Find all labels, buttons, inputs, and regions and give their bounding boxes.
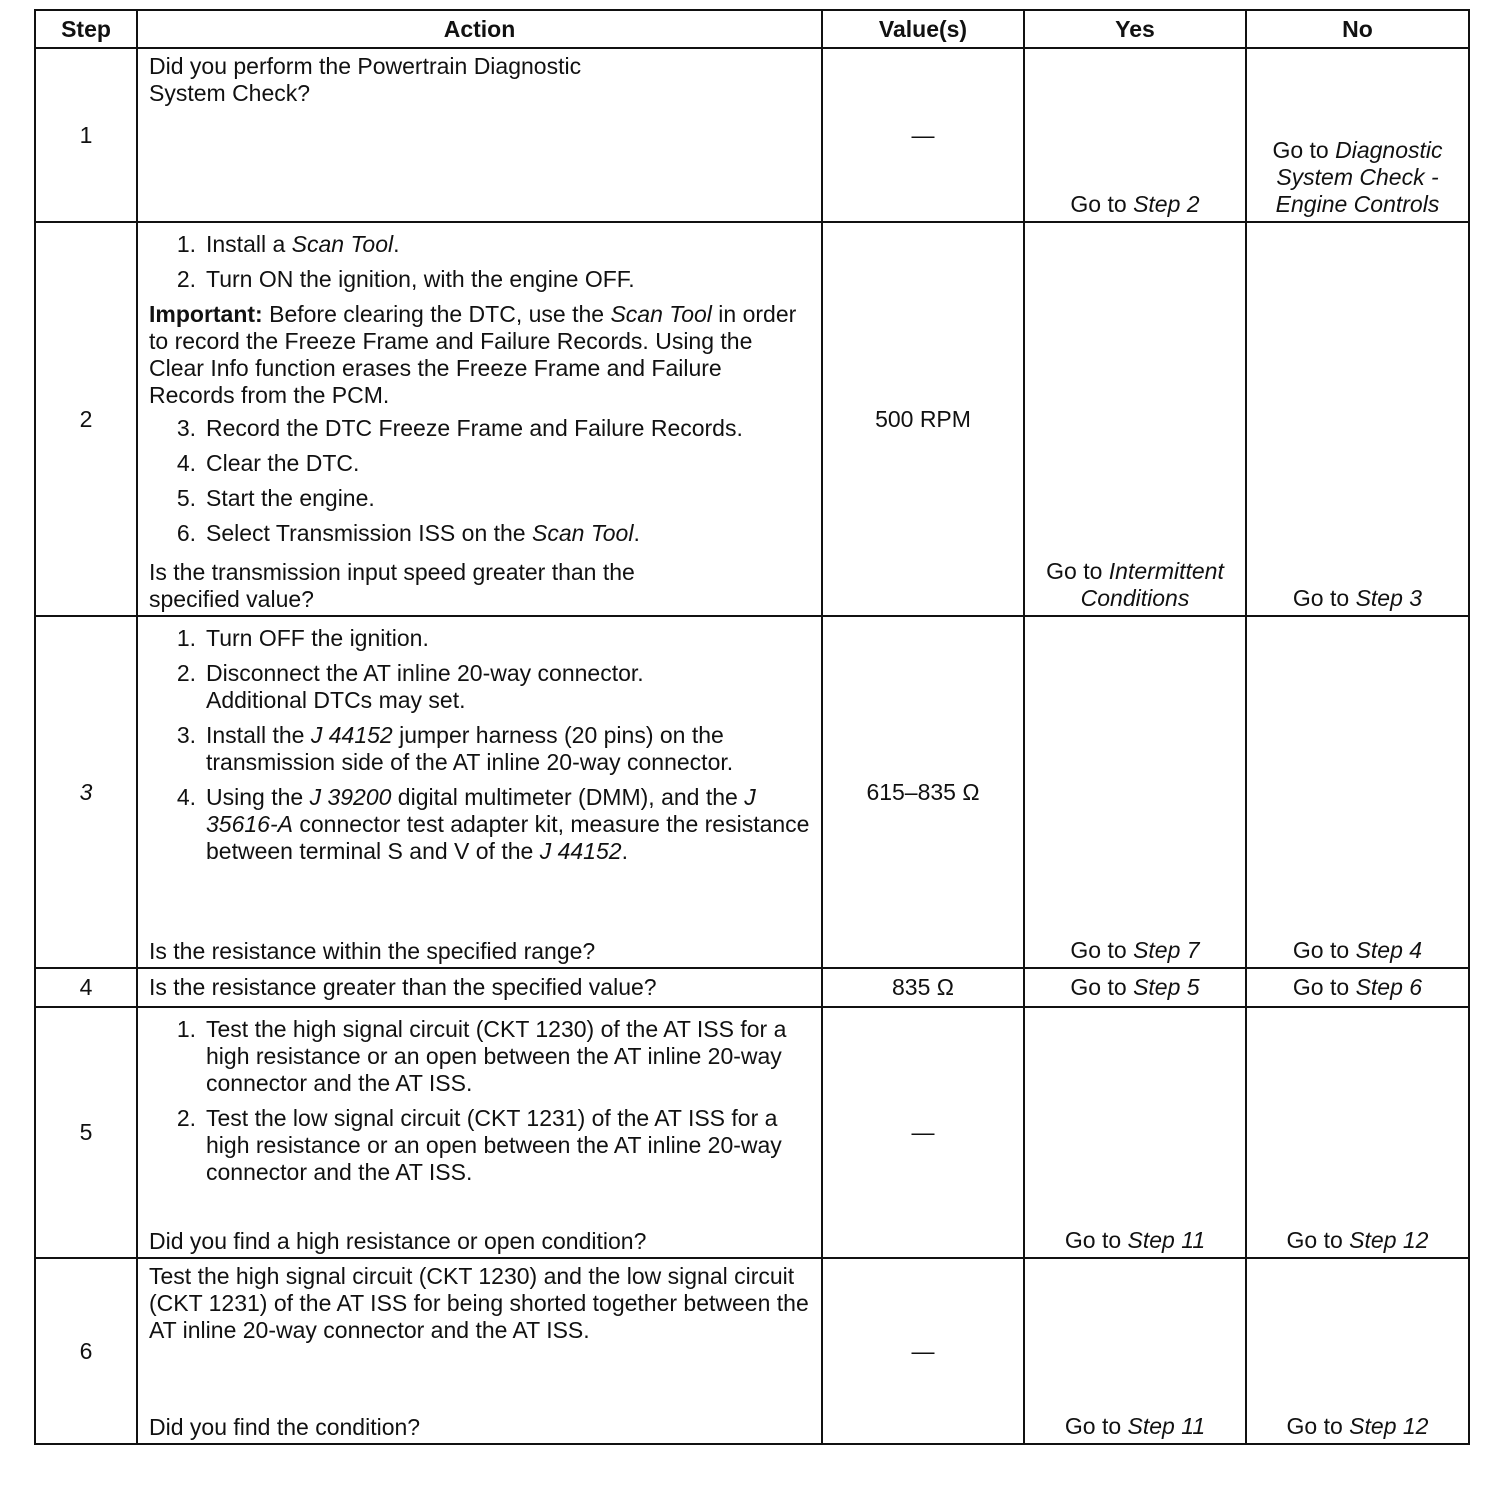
question-text: Did you find a high resistance or open condition?	[149, 1228, 647, 1254]
question-text: Is the resistance within the specified range?	[149, 938, 596, 964]
table-row	[35, 968, 1469, 1007]
list-item: 1. Install a Scan Tool.	[176, 231, 400, 257]
header-yes: Yes	[1024, 10, 1246, 48]
value-cell: 615–835 Ω	[822, 616, 1024, 968]
no-cell	[1246, 1007, 1469, 1258]
no-link[interactable]: Go to Step 3	[1292, 585, 1423, 611]
yes-cell	[1024, 1007, 1246, 1258]
list-item: 3. Install the J 44152 jumper harness (20 pins) on the transmission side of the AT inline 20-way connector.	[176, 722, 734, 775]
value-cell: —	[822, 1258, 1024, 1444]
no-link[interactable]: Go to Step 12	[1286, 1413, 1429, 1439]
value-cell: —	[822, 1007, 1024, 1258]
step-number: 3	[35, 616, 137, 968]
header-no: No	[1246, 10, 1469, 48]
yes-cell	[1024, 48, 1246, 222]
list-item: 1. Turn OFF the ignition.	[176, 625, 429, 651]
list-item: 6. Select Transmission ISS on the Scan Tool.	[176, 520, 640, 546]
header-values: Value(s)	[822, 10, 1024, 48]
value-cell: 500 RPM	[822, 222, 1024, 616]
list-item: 4. Clear the DTC.	[176, 450, 360, 476]
yes-cell	[1024, 222, 1246, 616]
no-link[interactable]: Go to Step 12	[1286, 1227, 1429, 1253]
question-text: Did you perform the Powertrain Diagnostic System Check?	[149, 53, 582, 106]
step-number: 2	[35, 222, 137, 616]
table-row	[35, 222, 1469, 616]
header-action: Action	[137, 10, 822, 48]
action-cell	[137, 222, 822, 616]
table-row	[35, 1007, 1469, 1258]
list-item: 2. Test the low signal circuit (CKT 1231) of the AT ISS for a high resistance or an open between the AT inline 20-way connector and the AT ISS.	[176, 1105, 782, 1185]
table-row	[35, 1258, 1469, 1444]
no-link[interactable]: Go to Step 4	[1292, 937, 1423, 963]
yes-link[interactable]: Go to Step 2	[1070, 191, 1200, 217]
table-row	[35, 48, 1469, 222]
action-cell	[137, 968, 822, 1007]
no-cell	[1246, 616, 1469, 968]
step-number: 1	[35, 48, 137, 222]
yes-link[interactable]: Go to Step 11	[1064, 1413, 1206, 1439]
yes-cell	[1024, 1258, 1246, 1444]
value-cell: —	[822, 48, 1024, 222]
action-cell	[137, 48, 822, 222]
no-link[interactable]: Go to Diagnostic System Check - Engine Controls	[1272, 137, 1443, 217]
list-item: 5. Start the engine.	[176, 485, 375, 511]
question-text: Did you find the condition?	[149, 1414, 421, 1440]
table-row	[35, 616, 1469, 968]
action-text: Test the high signal circuit (CKT 1230) and the low signal circuit (CKT 1231) of the AT ISS for being shorted together between the AT inline 20-way connector and the AT ISS.	[149, 1263, 809, 1343]
no-cell	[1246, 222, 1469, 616]
yes-cell	[1024, 616, 1246, 968]
yes-link[interactable]: Go to Intermittent Conditions	[1046, 558, 1224, 611]
value-cell: 835 Ω	[822, 968, 1024, 1007]
header-step: Step	[35, 10, 137, 48]
important-note: Important: Before clearing the DTC, use the Scan Tool in order to record the Freeze Frame and Failure Records. Using the Clear Info function erases the Freeze Frame and Failure Records from the PCM.	[149, 301, 797, 408]
action-cell	[137, 1258, 822, 1444]
no-cell	[1246, 1258, 1469, 1444]
yes-link[interactable]: Go to Step 5	[1024, 968, 1246, 1007]
list-item: 3. Record the DTC Freeze Frame and Failure Records.	[176, 415, 743, 441]
list-item: 4. Using the J 39200 digital multimeter (DMM), and the J 35616-A connector test adapter kit, measure the resistance between terminal S and V of the J 44152.	[176, 784, 810, 864]
list-item: 1. Test the high signal circuit (CKT 1230) of the AT ISS for a high resistance or an open between the AT inline 20-way connector and the AT ISS.	[176, 1016, 787, 1096]
header-row	[35, 10, 1469, 48]
action-cell	[137, 616, 822, 968]
yes-link[interactable]: Go to Step 11	[1064, 1227, 1206, 1253]
step-number: 4	[35, 968, 137, 1007]
question-text: Is the transmission input speed greater than the specified value?	[149, 559, 635, 612]
question-text: Is the resistance greater than the specified value?	[149, 974, 657, 1000]
no-cell	[1246, 48, 1469, 222]
diagnostic-table	[34, 9, 1470, 1445]
list-item: 2. Disconnect the AT inline 20-way connector. Additional DTCs may set.	[176, 660, 644, 713]
list-item: 2. Turn ON the ignition, with the engine OFF.	[176, 266, 635, 292]
yes-link[interactable]: Go to Step 7	[1070, 937, 1200, 963]
step-number: 6	[35, 1258, 137, 1444]
no-link[interactable]: Go to Step 6	[1246, 968, 1469, 1007]
action-cell	[137, 1007, 822, 1258]
step-number: 5	[35, 1007, 137, 1258]
